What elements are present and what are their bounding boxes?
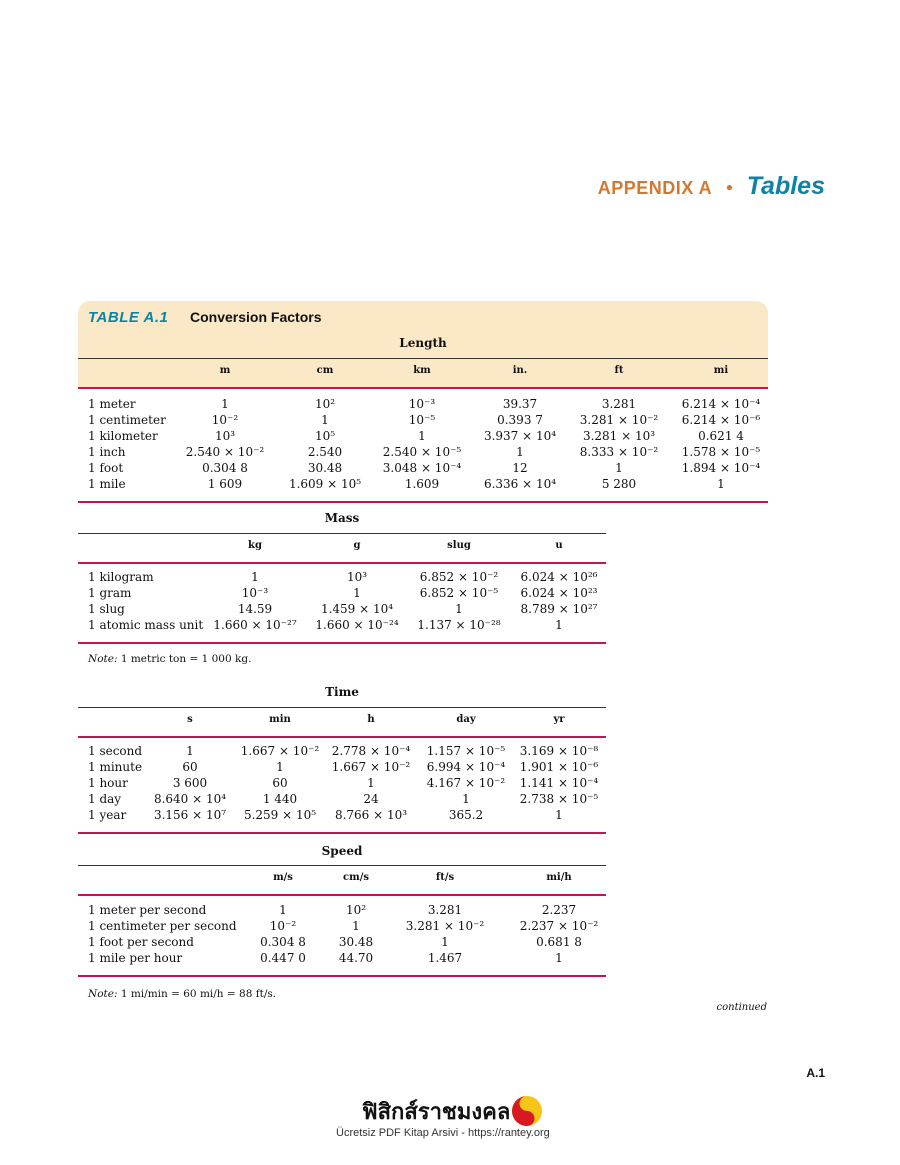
length-table-cell: 0.304 8 <box>202 461 248 475</box>
length-column-header: in. <box>512 365 528 376</box>
time-row-label: 1 day <box>88 792 122 806</box>
speed-column-header: m/s <box>273 872 293 883</box>
time-table-cell: 1 440 <box>262 792 298 806</box>
time-table-cell: 60 <box>272 776 288 790</box>
mass-table-cell: 1 <box>251 570 259 584</box>
mass-table-cell: 14.59 <box>237 602 273 616</box>
mass-table-cell: 6.024 × 10²³ <box>520 586 598 600</box>
time-table-cell: 1 <box>186 744 194 758</box>
length-column-header: m <box>219 365 231 376</box>
time-table-cell: 2.778 × 10⁻⁴ <box>331 744 411 758</box>
time-table-cell: 60 <box>182 760 198 774</box>
length-table-cell: 1.578 × 10⁻⁵ <box>681 445 761 459</box>
time-table-cell: 1.157 × 10⁻⁵ <box>426 744 506 758</box>
length-row-label: 1 mile <box>88 477 126 491</box>
time-table-cell: 1 <box>555 808 563 822</box>
mass-row-label: 1 kilogram <box>88 570 154 584</box>
speed-table-cell: 3.281 <box>427 903 463 917</box>
length-table-cell: 39.37 <box>502 397 538 411</box>
time-bottom-rule <box>78 832 606 834</box>
time-column-header: min <box>269 714 291 725</box>
speed-column-header: cm/s <box>343 872 369 883</box>
time-table-cell: 8.766 × 10³ <box>334 808 408 822</box>
length-row-label: 1 kilometer <box>88 429 158 443</box>
length-column-header: mi <box>713 365 729 376</box>
bullet-separator: • <box>724 178 735 199</box>
length-section-title: Length <box>399 336 447 350</box>
mass-section-title: Mass <box>324 511 360 525</box>
speed-table-cell: 3.281 × 10⁻² <box>405 919 485 933</box>
time-table-cell: 5.259 × 10⁵ <box>243 808 317 822</box>
speed-row-label: 1 foot per second <box>88 935 194 949</box>
time-table-cell: 1.141 × 10⁻⁴ <box>519 776 599 790</box>
mass-header-row <box>78 533 606 564</box>
mass-table-cell: 10⁻³ <box>241 586 269 600</box>
time-table-cell: 1.667 × 10⁻² <box>240 744 320 758</box>
mass-note <box>88 653 251 665</box>
mass-table-cell: 6.024 × 10²⁶ <box>520 570 598 584</box>
length-table-cell: 1.894 × 10⁻⁴ <box>681 461 761 475</box>
length-row-label: 1 meter <box>88 397 136 411</box>
appendix-label: APPENDIX A <box>597 178 713 198</box>
time-column-header: yr <box>553 714 565 725</box>
watermark-subtext: Ücretsiz PDF Kitap Arsivi - https://rantey.org <box>336 1127 550 1139</box>
speed-table-cell: 0.304 8 <box>260 935 306 949</box>
time-table-cell: 3 600 <box>172 776 208 790</box>
length-table-cell: 1 <box>221 397 229 411</box>
table-title: Conversion Factors <box>190 309 322 325</box>
length-table-cell: 1 <box>516 445 524 459</box>
mass-table-cell: 6.852 × 10⁻² <box>419 570 499 584</box>
speed-row-label: 1 meter per second <box>88 903 207 917</box>
time-table-cell: 2.738 × 10⁻⁵ <box>519 792 599 806</box>
length-row-label: 1 centimeter <box>88 413 166 427</box>
length-table-cell: 1 609 <box>207 477 243 491</box>
length-table-cell: 12 <box>512 461 528 475</box>
mass-table-cell: 1 <box>353 586 361 600</box>
length-table-cell: 10⁵ <box>314 429 336 443</box>
speed-table-cell: 44.70 <box>338 951 374 965</box>
speed-table-cell: 1 <box>279 903 287 917</box>
length-table-cell: 6.336 × 10⁴ <box>483 477 557 491</box>
length-table-cell: 1 <box>717 477 725 491</box>
length-row-label: 1 foot <box>88 461 124 475</box>
speed-section-title: Speed <box>321 844 363 858</box>
speed-table-cell: 1 <box>441 935 449 949</box>
time-column-header: s <box>187 714 193 725</box>
mass-bottom-rule <box>78 642 606 644</box>
mass-note-text: 1 metric ton = 1 000 kg. <box>117 653 252 665</box>
length-table-cell: 10² <box>314 397 336 411</box>
length-table-cell: 6.214 × 10⁻⁶ <box>681 413 761 427</box>
speed-note <box>88 988 276 1000</box>
length-table-cell: 1.609 <box>404 477 440 491</box>
time-table-cell: 1 <box>276 760 284 774</box>
appendix-title: Tables <box>746 172 825 200</box>
speed-table-cell: 10² <box>345 903 367 917</box>
time-row-label: 1 year <box>88 808 127 822</box>
length-table-cell: 1 <box>418 429 426 443</box>
length-column-header: cm <box>316 365 334 376</box>
speed-table-cell: 0.447 0 <box>260 951 306 965</box>
speed-column-header: mi/h <box>546 872 572 883</box>
mass-row-label: 1 gram <box>88 586 132 600</box>
length-table-cell: 10⁻³ <box>408 397 436 411</box>
mass-table-cell: 1.660 × 10⁻²⁴ <box>315 618 399 632</box>
time-table-cell: 3.169 × 10⁻⁸ <box>519 744 599 758</box>
mass-table-cell: 1.660 × 10⁻²⁷ <box>213 618 297 632</box>
time-row-label: 1 second <box>88 744 143 758</box>
mass-table-cell: 1.137 × 10⁻²⁸ <box>417 618 501 632</box>
length-table-cell: 1 <box>321 413 329 427</box>
mass-row-label: 1 atomic mass unit <box>88 618 204 632</box>
mass-table-cell: 8.789 × 10²⁷ <box>520 602 598 616</box>
time-section-title: Time <box>325 685 359 699</box>
mass-table-cell: 1 <box>555 618 563 632</box>
time-row-label: 1 hour <box>88 776 128 790</box>
time-table <box>78 707 606 835</box>
length-table-cell: 2.540 × 10⁻⁵ <box>382 445 462 459</box>
length-bottom-rule <box>78 501 768 503</box>
length-table-cell: 5 280 <box>601 477 637 491</box>
speed-table-cell: 30.48 <box>338 935 374 949</box>
mass-table-cell: 1 <box>455 602 463 616</box>
time-table-cell: 365.2 <box>448 808 484 822</box>
time-header-row <box>78 707 606 738</box>
length-table-cell: 1.609 × 10⁵ <box>288 477 362 491</box>
speed-bottom-rule <box>78 975 606 977</box>
speed-table-cell: 1.467 <box>427 951 463 965</box>
length-table-cell: 10³ <box>214 429 236 443</box>
speed-table <box>78 865 606 978</box>
length-table-cell: 6.214 × 10⁻⁴ <box>681 397 761 411</box>
length-table-cell: 3.048 × 10⁻⁴ <box>382 461 462 475</box>
length-table-cell: 1 <box>615 461 623 475</box>
speed-table-cell: 2.237 × 10⁻² <box>519 919 599 933</box>
length-column-header: km <box>413 365 431 376</box>
page-number: A.1 <box>806 1066 825 1080</box>
length-table-cell: 3.937 × 10⁴ <box>483 429 557 443</box>
length-table-cell: 2.540 × 10⁻² <box>185 445 265 459</box>
length-column-header: ft <box>614 365 624 376</box>
speed-column-header: ft/s <box>435 872 455 883</box>
time-column-header: day <box>456 714 476 725</box>
length-table-cell: 3.281 <box>601 397 637 411</box>
table-number: TABLE A.1 <box>88 309 169 326</box>
time-table-cell: 8.640 × 10⁴ <box>153 792 227 806</box>
mass-row-label: 1 slug <box>88 602 125 616</box>
speed-table-cell: 2.237 <box>541 903 577 917</box>
mass-table-cell: 6.852 × 10⁻⁵ <box>419 586 499 600</box>
length-table-cell: 0.621 4 <box>698 429 744 443</box>
speed-note-prefix: Note: <box>88 988 118 1000</box>
continued-label: continued <box>716 1002 767 1013</box>
time-table-cell: 1.901 × 10⁻⁶ <box>519 760 599 774</box>
time-row-label: 1 minute <box>88 760 143 774</box>
speed-table-cell: 1 <box>555 951 563 965</box>
mass-column-header: g <box>353 540 361 551</box>
appendix-header <box>598 172 825 201</box>
length-table-cell: 0.393 7 <box>497 413 543 427</box>
speed-table-cell: 0.681 8 <box>536 935 582 949</box>
length-table <box>78 358 768 504</box>
mass-note-prefix: Note: <box>88 653 118 665</box>
length-table-cell: 3.281 × 10⁻² <box>579 413 659 427</box>
speed-table-cell: 1 <box>352 919 360 933</box>
time-table-cell: 3.156 × 10⁷ <box>153 808 227 822</box>
length-table-cell: 30.48 <box>307 461 343 475</box>
mass-table <box>78 533 606 645</box>
mass-column-header: u <box>555 540 563 551</box>
mass-column-header: slug <box>447 540 471 551</box>
time-table-cell: 6.994 × 10⁻⁴ <box>426 760 506 774</box>
speed-row-label: 1 centimeter per second <box>88 919 237 933</box>
length-row-label: 1 inch <box>88 445 126 459</box>
mass-table-cell: 1.459 × 10⁴ <box>320 602 394 616</box>
length-table-cell: 10⁻² <box>211 413 239 427</box>
length-table-cell: 10⁻⁵ <box>408 413 436 427</box>
table-heading <box>78 301 768 359</box>
time-table-cell: 4.167 × 10⁻² <box>426 776 506 790</box>
length-table-cell: 3.281 × 10³ <box>582 429 656 443</box>
time-table-cell: 24 <box>363 792 379 806</box>
watermark-thai-text: ฟิสิกส์ราชมงคล <box>362 1100 511 1125</box>
length-table-cell: 2.540 <box>307 445 343 459</box>
speed-header-row <box>78 865 606 896</box>
speed-table-cell: 10⁻² <box>269 919 297 933</box>
speed-row-label: 1 mile per hour <box>88 951 183 965</box>
time-table-cell: 1 <box>367 776 375 790</box>
time-table-cell: 1.667 × 10⁻² <box>331 760 411 774</box>
time-table-cell: 1 <box>462 792 470 806</box>
length-table-cell: 8.333 × 10⁻² <box>579 445 659 459</box>
time-column-header: h <box>367 714 375 725</box>
mass-table-cell: 10³ <box>346 570 368 584</box>
mass-column-header: kg <box>248 540 262 551</box>
speed-note-text: 1 mi/min = 60 mi/h = 88 ft/s. <box>117 988 277 1000</box>
